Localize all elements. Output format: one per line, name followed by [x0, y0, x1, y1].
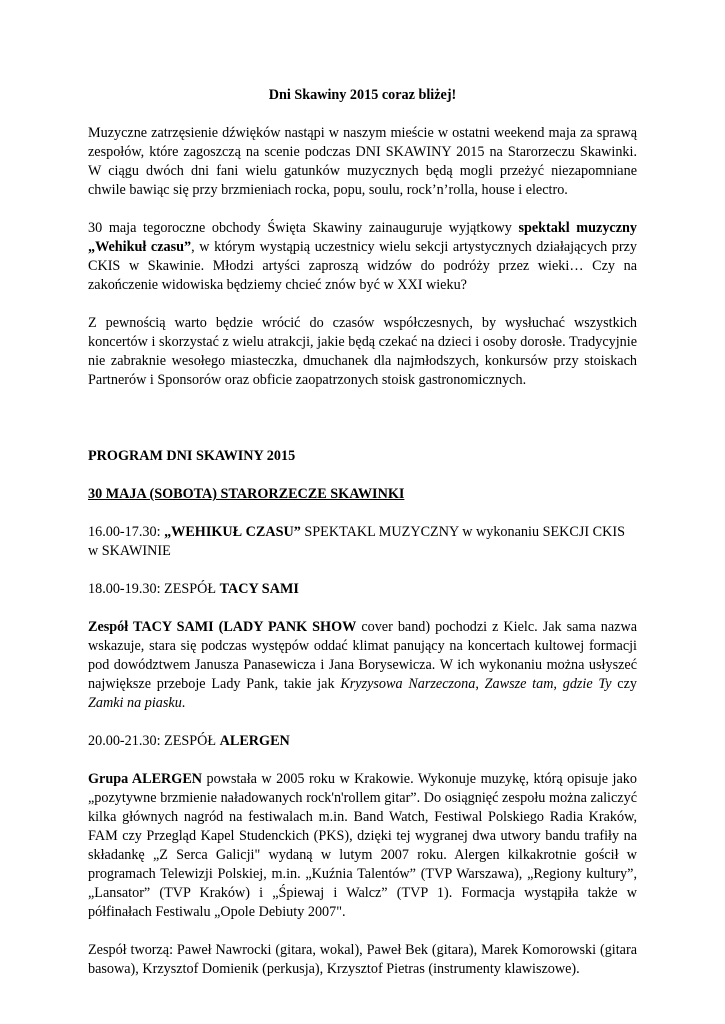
- alergen-bold-intro: Grupa ALERGEN: [88, 771, 203, 787]
- intro-paragraph-2: [88, 219, 637, 295]
- tacy-bold-intro: Zespół TACY SAMI (LADY PANK SHOW: [88, 619, 357, 635]
- p2-show-title: spektakl muzyczny „Wehikuł czasu”: [88, 220, 637, 255]
- alergen-description: [88, 770, 637, 922]
- p2-text-a: 30 maja tegoroczne obchody Święta Skawiny zainauguruje wyjątkowy: [88, 220, 519, 236]
- song-kryzysowa: Kryzysowa Narzeczona: [340, 676, 476, 692]
- event3-name: ALERGEN: [219, 733, 290, 749]
- event1-rest: SPEKTAKL MUZYCZNY w wykonaniu SEKCJI CKIS w SKAWINIE: [88, 524, 625, 559]
- song-zamki: Zamki na piasku: [88, 695, 182, 711]
- document-title: Dni Skawiny 2015 coraz bliżej!: [268, 87, 457, 103]
- alergen-members: Zespół tworzą: Paweł Nawrocki (gitara, wokal), Paweł Bek (gitara), Marek Komorowski (gitara basowa), Krzysztof Domienik (perkusja), Krzysztof Pietras (instrumenty klawiszowe).: [88, 942, 637, 977]
- program-heading: PROGRAM DNI SKAWINY 2015: [88, 448, 296, 464]
- event2-name: TACY SAMI: [219, 581, 299, 597]
- event-tacy-sami: [88, 580, 637, 599]
- event2-time: 18.00-19.30: ZESPÓŁ: [88, 581, 220, 597]
- day-heading: 30 MAJA (SOBOTA) STARORZECZE SKAWINKI: [88, 486, 405, 502]
- song-zawsze: Zawsze tam, gdzie Ty: [484, 676, 612, 692]
- event1-time: 16.00-17.30:: [88, 524, 165, 540]
- event1-name: „WEHIKUŁ CZASU”: [164, 524, 301, 540]
- p2-text-c: , w którym wystąpią uczestnicy wielu sekcji artystycznych działających przy CKIS w Skawinie. Młodzi artyści zaproszą widzów do podróży przez wieki… Czy na zakończenie widowiska będziemy chcieć znów być w XXI wieku?: [88, 239, 637, 293]
- tacy-end: .: [181, 695, 186, 711]
- tacy-sep-1: ,: [475, 676, 485, 692]
- event-wehikul: [88, 523, 637, 561]
- tacy-text: cover band) pochodzi z Kielc. Jak sama nazwa wskazuje, stara się podczas występów oddać klimat panujący na koncertach kultowej formacji pod dowództwem Janusza Panasewicza i Jana Borysewicza. W ich wykonaniu można usłyszeć największe przeboje Lady Pank, takie jak: [88, 619, 637, 692]
- event-alergen: [88, 732, 637, 751]
- tacy-sami-description: [88, 618, 637, 713]
- alergen-text: powstała w 2005 roku w Krakowie. Wykonuje muzykę, którą opisuje jako „pozytywne brzmienie naładowanych rock'n'rollem gitar”. Do osiągnięć zespołu można zaliczyć kilka głównych nagród na festiwalach m.in. Band Watch, Festiwal Polskiego Radia Kraków, FAM czy Przegląd Kapel Studenckich (PKS), dzięki tej wygranej dwa utwory bandu trafiły na składankę „Z Serca Galicji" wydaną w lutym 2007 roku. Alergen kilkakrotnie gościł w programach Telewizji Polskiej, m.in. „Kuźnia Talentów” (TVP Warszawa), „Regiony kultury”, „Lansator” (TVP Kraków) i „Śpiewaj i Walcz” (TVP 1). Formacja wystąpiła także w półfinałach Festiwalu „Opole Debiuty 2007".: [88, 771, 637, 920]
- event3-time: 20.00-21.30: ZESPÓŁ: [88, 733, 220, 749]
- intro-paragraph-3: Z pewnością warto będzie wrócić do czasów współczesnych, by wysłuchać wszystkich koncertów i skorzystać z wielu atrakcji, jakie będą czekać na dzieci i osoby dorosłe. Tradycyjnie nie zabraknie wesołego miasteczka, dmuchanek dla najmłodszych, konkursów przy stoiskach Partnerów i Sponsorów oraz obficie zaopatrzonych stoisk gastronomicznych.: [88, 315, 637, 388]
- tacy-sep-2: czy: [611, 676, 637, 692]
- intro-paragraph-1: Muzyczne zatrzęsienie dźwięków nastąpi w naszym mieście w ostatni weekend maja za sprawą zespołów, które zagoszczą na scenie podczas DNI SKAWINY 2015 na Starorzeczu Skawinki. W ciągu dwóch dni fani wielu gatunków muzycznych będą mogli przeżyć niezapomniane chwile bawiąc się przy brzmieniach rocka, popu, soulu, rock’n’rolla, house i electro.: [88, 125, 637, 198]
- section-spacer: [88, 409, 637, 447]
